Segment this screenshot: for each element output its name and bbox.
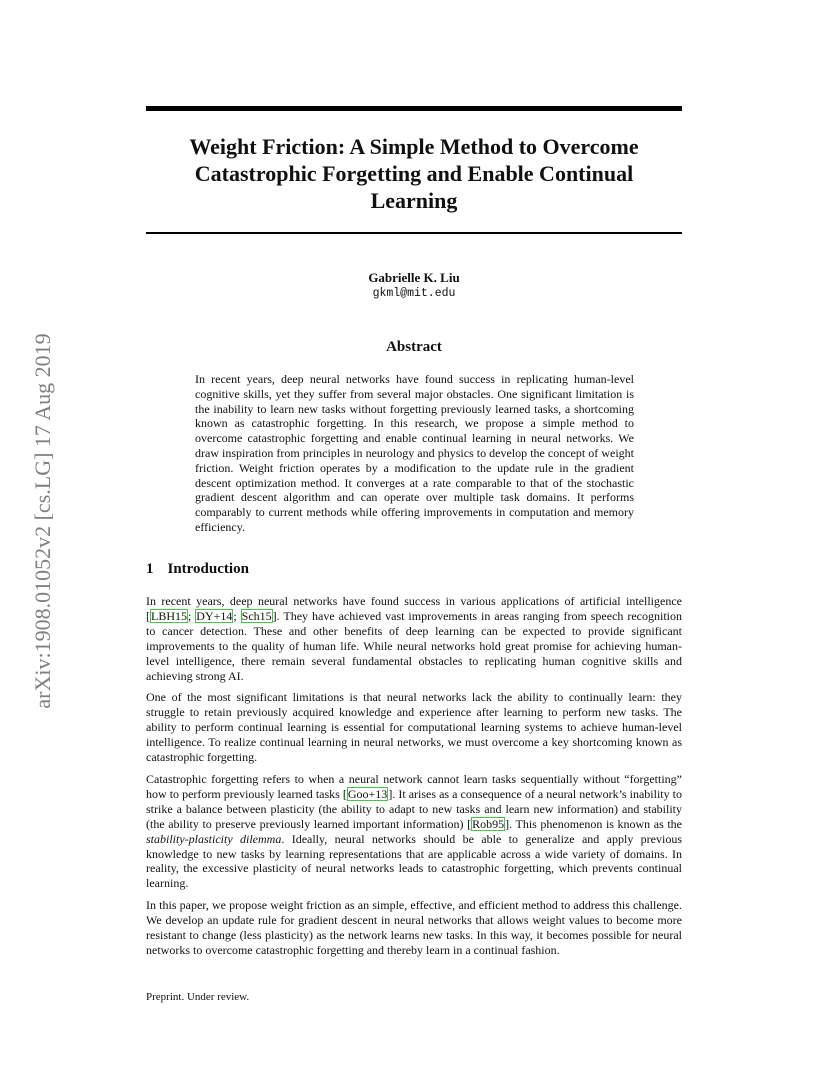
title-top-rule (146, 106, 682, 111)
citation-link[interactable]: LBH15 (151, 608, 187, 623)
arxiv-identifier: arXiv:1908.01052v2 [cs.LG] 17 Aug 2019 (30, 333, 55, 709)
text-run: ; (233, 608, 241, 623)
paper-title (146, 133, 682, 214)
text-run: ; (188, 608, 196, 623)
title-bottom-rule (146, 232, 682, 234)
paragraph-3 (146, 772, 682, 891)
text-run: ]. This phenomenon is known as the (505, 816, 682, 831)
paragraph-1 (146, 594, 682, 683)
author-email: gkml@mit.edu (372, 287, 456, 300)
section-number: 1 (146, 561, 154, 577)
citation-link[interactable]: Goo+13 (347, 786, 388, 801)
text-run: In recent years, deep neural networks have found success in various applications of artificial intelligence [ (146, 594, 682, 623)
paragraph-2: One of the most significant limitations is that neural networks lack the ability to continually learn: they struggle to retain previously acquired knowledge and experience after learning to perform new tasks. The ability to perform continual learning is essential for computational learning systems to achieve human-level intelligence. To realize continual learning in neural networks, we must overcome a key shortcoming known as catastrophic forgetting. (146, 690, 682, 765)
footer-note: Preprint. Under review. (146, 991, 250, 1003)
abstract-heading: Abstract (386, 339, 442, 355)
title-line-2: Catastrophic Forgetting and Enable Continual (194, 161, 634, 186)
text-run: . Ideally, neural networks should be able to generalize and apply previous knowledge to new tasks by learning representations that are applicable across a wide variety of domains. In reality, the excessive plasticity of neural networks leads to catastrophic forgetting, which prevents continual learning. (146, 831, 682, 891)
title-line-3: Learning (370, 188, 458, 213)
citation-link[interactable]: Rob95 (472, 816, 505, 831)
body-text (146, 594, 682, 965)
emphasized-term: stability-plasticity dilemma (146, 831, 282, 846)
text-run: ]. It arises as a consequence of a neural network’s inability to strike a balance between plasticity (the ability to adapt to new tasks and learn new information) and stability (the ability to preserve previously learned important information) [ (146, 786, 682, 831)
section-title: Introduction (167, 561, 249, 577)
section-heading (146, 561, 249, 578)
title-line-1: Weight Friction: A Simple Method to Overcome (189, 134, 639, 159)
paragraph-4: In this paper, we propose weight friction as an simple, effective, and efficient method to address this challenge. We develop an update rule for gradient descent in neural networks that allows weight values to become more resistant to change (less plasticity) as the network learns new tasks. In this way, it becomes possible for neural networks to overcome catastrophic forgetting and thereby learn in a continual fashion. (146, 898, 682, 957)
citation-link[interactable]: DY+14 (196, 608, 233, 623)
text-run: ]. They have achieved vast improvements in areas ranging from speech recognition to cancer detection. These and other benefits of deep learning can be expected to provide significant improvements to the quality of human life. While neural networks hold great promise for achieving human-level intelligence, there remain several fundamental obstacles to replicating human cognitive skills and achieving strong AI. (146, 608, 682, 683)
text-run: Catastrophic forgetting refers to when a neural network cannot learn tasks sequentially without “forgetting” how to perform previously learned tasks [ (146, 771, 682, 801)
citation-link[interactable]: Sch15 (241, 608, 272, 623)
abstract-text: In recent years, deep neural networks have found success in replicating human-level cognitive skills, yet they suffer from several major obstacles. One significant limitation is the inability to learn new tasks without forgetting previously learned tasks, a shortcoming known as catastrophic forgetting. In this research, we propose a simple method to overcome catastrophic forgetting and enable continual learning in neural networks. We draw inspiration from principles in neurology and physics to develop the concept of weight friction. Weight friction operates by a modification to the update rule in the gradient descent optimization method. It converges at a rate comparable to that of the stochastic gradient descent algorithm and can operate over multiple task domains. It performs comparably to current methods while offering improvements in computation and memory efficiency. (195, 372, 634, 534)
author-name: Gabrielle K. Liu (368, 270, 460, 285)
